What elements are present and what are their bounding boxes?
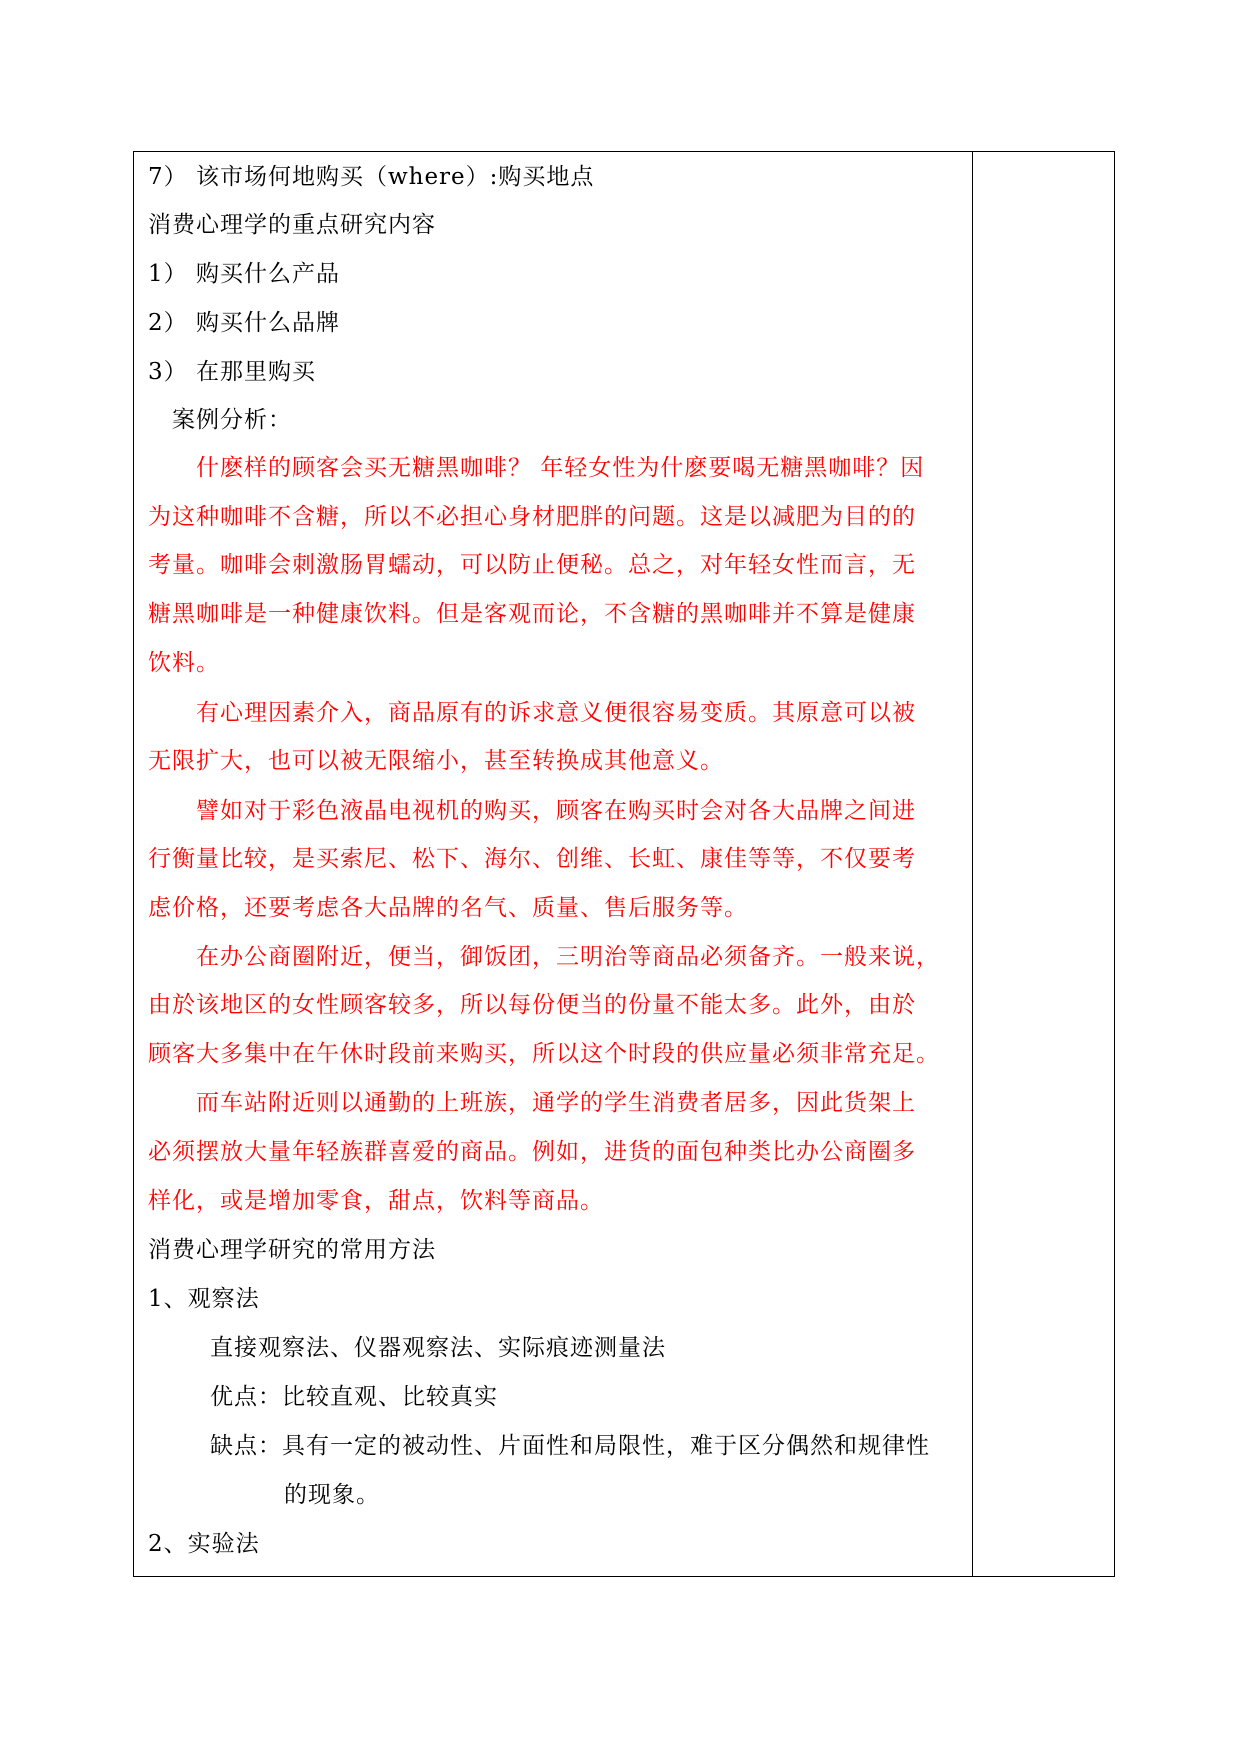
item-7-purchase-location: 7） 该市场何地购买（where）:购买地点 (148, 164, 595, 190)
focus-item-1: 1） 购买什么产品 (148, 261, 340, 287)
focus-item-2: 2） 购买什么品牌 (148, 310, 340, 336)
case-line: 饮料。 (148, 650, 220, 676)
method-1-title: 1、观察法 (148, 1286, 260, 1312)
content-cell (134, 152, 972, 1576)
method-1-pros: 优点：比较直观、比较真实 (210, 1384, 498, 1410)
case-line: 样化，或是增加零食，甜点，饮料等商品。 (148, 1188, 604, 1214)
case-line: 而车站附近则以通勤的上班族，通学的学生消费者居多，因此货架上 (196, 1090, 916, 1116)
heading-common-methods: 消费心理学研究的常用方法 (148, 1237, 436, 1263)
case-line: 糖黑咖啡是一种健康饮料。但是客观而论，不含糖的黑咖啡并不算是健康 (148, 601, 916, 627)
case-line: 在办公商圈附近，便当，御饭团，三明治等商品必须备齐。一般来说， (196, 944, 940, 970)
method-1-cons: 缺点：具有一定的被动性、片面性和局限性，难于区分偶然和规律性 (210, 1433, 930, 1459)
heading-research-focus: 消费心理学的重点研究内容 (148, 212, 436, 238)
case-line: 必须摆放大量年轻族群喜爱的商品。例如，进货的面包种类比办公商圈多 (148, 1139, 916, 1165)
case-line: 什麽样的顾客会买无糖黑咖啡？ 年轻女性为什麽要喝无糖黑咖啡？因 (196, 455, 925, 481)
case-line: 为这种咖啡不含糖，所以不必担心身材肥胖的问题。这是以减肥为目的的 (148, 504, 916, 530)
method-1-cons-continued: 的现象。 (284, 1482, 380, 1508)
case-line: 顾客大多集中在午休时段前来购买，所以这个时段的供应量必须非常充足。 (148, 1041, 940, 1067)
case-line: 考量。咖啡会刺激肠胃蠕动，可以防止便秘。总之，对年轻女性而言，无 (148, 552, 916, 578)
focus-item-3: 3） 在那里购买 (148, 359, 316, 385)
case-line: 由於该地区的女性顾客较多，所以每份便当的份量不能太多。此外，由於 (148, 992, 916, 1018)
column-divider (972, 152, 973, 1576)
case-line: 有心理因素介入，商品原有的诉求意义便很容易变质。其原意可以被 (196, 700, 916, 726)
case-line: 行衡量比较，是买索尼、松下、海尔、创维、长虹、康佳等等，不仅要考 (148, 846, 916, 872)
notes-cell (974, 152, 1114, 1576)
case-line: 无限扩大，也可以被无限缩小，甚至转换成其他意义。 (148, 748, 724, 774)
method-2-title: 2、实验法 (148, 1531, 260, 1557)
method-1-types: 直接观察法、仪器观察法、实际痕迹测量法 (210, 1335, 666, 1361)
case-line: 虑价格，还要考虑各大品牌的名气、质量、售后服务等。 (148, 895, 748, 921)
case-analysis-heading: 案例分析： (172, 407, 292, 433)
document-table (133, 151, 1115, 1577)
case-line: 譬如对于彩色液晶电视机的购买，顾客在购买时会对各大品牌之间进 (196, 798, 916, 824)
